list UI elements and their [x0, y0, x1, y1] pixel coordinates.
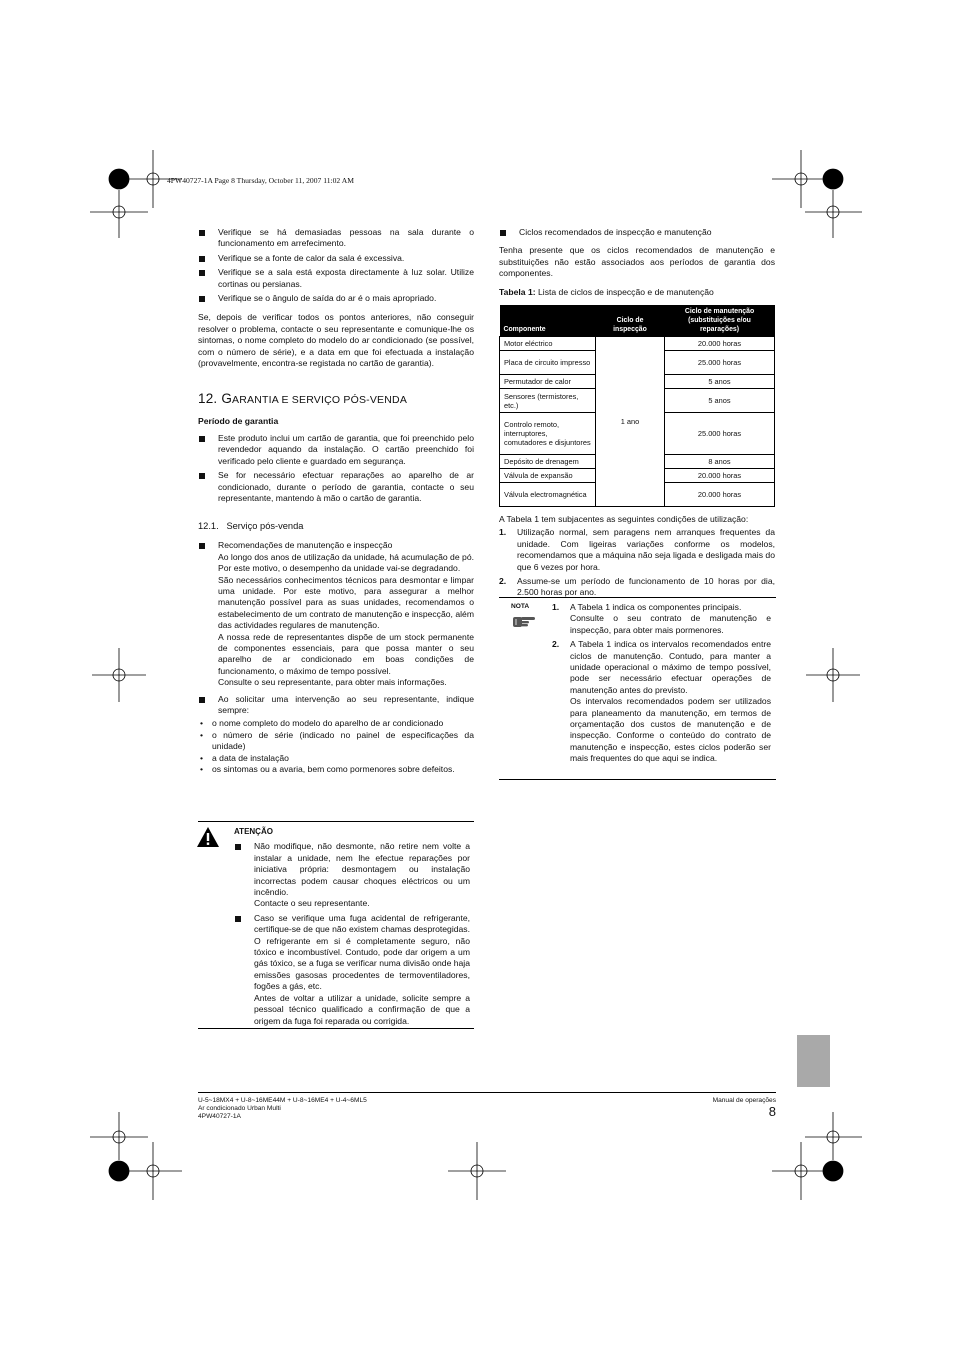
- warning-box: [234, 826, 470, 1027]
- note-text: A Tabela 1 indica os intervalos recomendados entre ciclos de manutenção. Contudo, para manter a unidade operacional o máximo de tempo possível, pode ser necessário efectuar operações de manutenção antes do previsto.: [570, 639, 771, 695]
- condition-number: 2.: [499, 576, 507, 587]
- condition-item: [499, 576, 775, 599]
- check-item: Verifique se o ângulo de saída do ar é o mais apropriado.: [198, 293, 474, 304]
- maintenance-cell: 5 anos: [665, 375, 775, 389]
- note-extra: Os intervalos recomendados podem ser utilizados para planeamento da manutenção, em termos de orçamentação dos custos de manutenção e de inspecção. Conforme o conteúdo do contrato de manutenção e inspecção, estes ciclos poderão ser mais frequentes do que aqui se indica.: [570, 696, 771, 764]
- request-item: • o número de série (indicado no painel de especificações da unidade): [200, 730, 474, 753]
- component-cell: Sensores (termistores, etc.): [500, 389, 596, 413]
- note-item: [552, 639, 771, 764]
- maintenance-cell: 20.000 horas: [665, 337, 775, 351]
- section-number: 12.: [198, 391, 218, 407]
- warning-item-text: Não modifique, não desmonte, não retire nem volte a instalar a unidade, nem lhe efectue reparações por iniciativa própria: desmontagem ou instalação incorrectas podem causar choques eléctricos ou um incêndio.: [254, 841, 470, 898]
- warning-title: ATENÇÃO: [234, 827, 273, 836]
- warranty-item: Se for necessário efectuar reparações ao aparelho de ar condicionado, durante o período de garantia, contacte o seu representante, mantendo à mão o cartão de garantia.: [198, 470, 474, 504]
- note-item: [552, 602, 771, 636]
- maintenance-cell: 8 anos: [665, 455, 775, 469]
- table-caption-text: Lista de ciclos de inspecção e de manutenção: [538, 286, 714, 297]
- service-paragraph: A nossa rede de representantes dispõe de um stock permanente de componentes essenciais, para que possa manter o seu aparelho de ar condicionado em boas condições de funcionamento, o máximo de tempo possível.: [218, 631, 474, 676]
- footer-manual: Manual de operações: [712, 1097, 776, 1104]
- check-item: Verifique se a sala está exposta directamente à luz solar. Utilize cortinas ou persianas.: [198, 267, 474, 290]
- warning-triangle-icon: [196, 826, 220, 848]
- request-item: • a data de instalação: [200, 753, 474, 764]
- service-block: [198, 540, 474, 688]
- footer-code: 4PW40727-1A: [198, 1113, 241, 1120]
- note-top-rule: [499, 597, 776, 598]
- warranty-heading: Período de garantia: [198, 416, 279, 427]
- section-heading: [198, 391, 474, 406]
- component-cell: Depósito de drenagem: [500, 455, 596, 469]
- print-header: 4PW40727-1A Page 8 Thursday, October 11, 2007 11:02 AM: [167, 176, 354, 185]
- note-number: 2.: [552, 639, 560, 650]
- note-text: A Tabela 1 indica os componentes principais.: [570, 602, 742, 612]
- after-checks-paragraph: Se, depois de verificar todos os pontos anteriores, não conseguir resolver o problema, contacte o seu representante e comunique-lhe os sintomas, o nome completo do modelo do ar condicionado (se possível, com o número de série), e a data em que foi efectuada a instalação (provavelmente, encontra-se registada no cartão de garantia).: [198, 312, 474, 369]
- cycles-title: Ciclos recomendados de inspecção e manutenção: [499, 227, 775, 238]
- warning-item: [234, 841, 470, 909]
- note-list: [552, 602, 771, 765]
- maintenance-cell: 25.000 horas: [665, 413, 775, 455]
- condition-text: Utilização normal, sem paragens nem arranques frequentes da unidade. Com ligeiras variações conforme os modelos, recomendamos que a máquina não seja ligada e desligada mais do que 6 vezes por hora.: [517, 527, 775, 572]
- component-cell: Motor eléctrico: [500, 337, 596, 351]
- condition-item: [499, 527, 775, 573]
- subsection-title: Serviço pós-venda: [226, 521, 304, 532]
- table-row: [500, 337, 775, 351]
- subsection-number: 12.1.: [198, 521, 219, 532]
- condition-text: Assume-se um período de funcionamento de 10 horas por dia, 2.500 horas por ano.: [517, 576, 775, 598]
- header-maintenance: Ciclo de manutenção (substituições e/ou reparações): [665, 305, 775, 337]
- table-header-row: [500, 305, 775, 337]
- check-item: Verifique se a fonte de calor da sala é excessiva.: [198, 253, 474, 264]
- component-cell: Válvula de expansão: [500, 469, 596, 483]
- footer-left: [198, 1097, 367, 1121]
- maintenance-cell: 25.000 horas: [665, 351, 775, 375]
- header-inspection: Ciclo de inspecção: [596, 305, 665, 337]
- component-cell: Válvula electromagnética: [500, 483, 596, 507]
- note-label: [511, 603, 541, 634]
- subsection-heading: [198, 521, 474, 531]
- header-component: Componente: [500, 305, 596, 337]
- maintenance-cell: 20.000 horas: [665, 469, 775, 483]
- note-extra: Consulte o seu contrato de manutenção e inspecção, para obter mais pormenores.: [570, 613, 771, 635]
- warning-item-extra: Contacte o seu representante.: [254, 898, 370, 909]
- note-bottom-rule: [499, 779, 776, 780]
- warning-top-rule: [198, 821, 474, 822]
- maintenance-cell: 20.000 horas: [665, 483, 775, 507]
- pointing-hand-icon: [511, 613, 537, 629]
- cycles-intro: Tenha presente que os ciclos recomendados de manutenção e substituições não estão associados aos períodos de garantia dos componentes.: [499, 245, 775, 279]
- section-title-first: G: [221, 391, 233, 407]
- maintenance-cell: 5 anos: [665, 389, 775, 413]
- component-cell: Placa de circuito impresso: [500, 351, 596, 375]
- component-cell: Controlo remoto, interruptores, comutadores e disjuntores: [500, 413, 596, 455]
- warning-bottom-rule: [198, 1028, 474, 1029]
- request-item: • o nome completo do modelo do aparelho de ar condicionado: [200, 718, 474, 729]
- warning-item-extra: Antes de voltar a utilizar a unidade, solicite sempre a pessoal técnico qualificado a confirmação de que a origem da fuga foi reparada ou corrigida.: [254, 992, 470, 1026]
- conditions-intro: A Tabela 1 tem subjacentes as seguintes condições de utilização:: [499, 514, 749, 525]
- request-intro: Ao solicitar uma intervenção ao seu representante, indique sempre:: [198, 694, 474, 717]
- note-number: 1.: [552, 602, 560, 612]
- section-title-rest: ARANTIA E SERVIÇO PÓS-VENDA: [232, 394, 408, 407]
- page-number: 8: [768, 1104, 776, 1119]
- condition-number: 1.: [499, 527, 507, 538]
- service-paragraph: Consulte o seu representante, para obter mais informações.: [218, 677, 447, 688]
- component-cell: Permutador de calor: [500, 375, 596, 389]
- right-column: [499, 227, 775, 599]
- note-label-text: NOTA: [511, 603, 530, 610]
- service-title: Recomendações de manutenção e inspecção: [218, 540, 393, 551]
- table-caption-label: Tabela 1:: [499, 286, 536, 297]
- inspection-cycle-cell: 1 ano: [596, 337, 665, 507]
- warranty-item: Este produto inclui um cartão de garantia, que foi preenchido pelo revendedor aquando da instalação. O cartão preenchido foi verificado pelo cliente e guardado em segurança.: [198, 433, 474, 467]
- footer-models: U-5~18MX4 + U-8~16ME44M + U-8~16ME4 + U-4~6ML5: [198, 1097, 367, 1104]
- warning-item: [234, 913, 470, 1027]
- request-item: • os sintomas ou a avaria, bem como pormenores sobre defeitos.: [200, 764, 474, 775]
- warning-item-text: Caso se verifique uma fuga acidental de refrigerante, certifique-se de que não existem chamas desprotegidas. O refrigerante em si é completamente seguro, não tóxico e incombustível. Contudo, pode dar origem a um gás tóxico, se a fuga se verificar numa divisão onde haja emissões gasosas procedentes de termoventiladores, fogões a gás, etc.: [254, 912, 470, 992]
- service-paragraph: São necessários conhecimentos técnicos para desmontar e limpar uma unidade. Por este motivo, para assegurar a melhor manutenção possível para as suas unidades, recomendamos o estabelecimento de um contrato de manutenção e inspecção, além das actividades regulares de manutenção.: [218, 574, 474, 631]
- service-paragraph: Ao longo dos anos de utilização da unidade, há acumulação de pó. Por este motivo, o desempenho da unidade vai-se degradando.: [218, 551, 474, 574]
- page-thumb-tab: [797, 1035, 830, 1087]
- left-column: [198, 227, 474, 775]
- check-item: Verifique se há demasiadas pessoas na sala durante o funcionamento em arrefecimento.: [198, 227, 474, 250]
- maintenance-table: [499, 305, 775, 507]
- footer-product: Ar condicionado Urban Multi: [198, 1105, 281, 1112]
- footer-rule: [198, 1092, 776, 1093]
- table-caption: [499, 287, 775, 298]
